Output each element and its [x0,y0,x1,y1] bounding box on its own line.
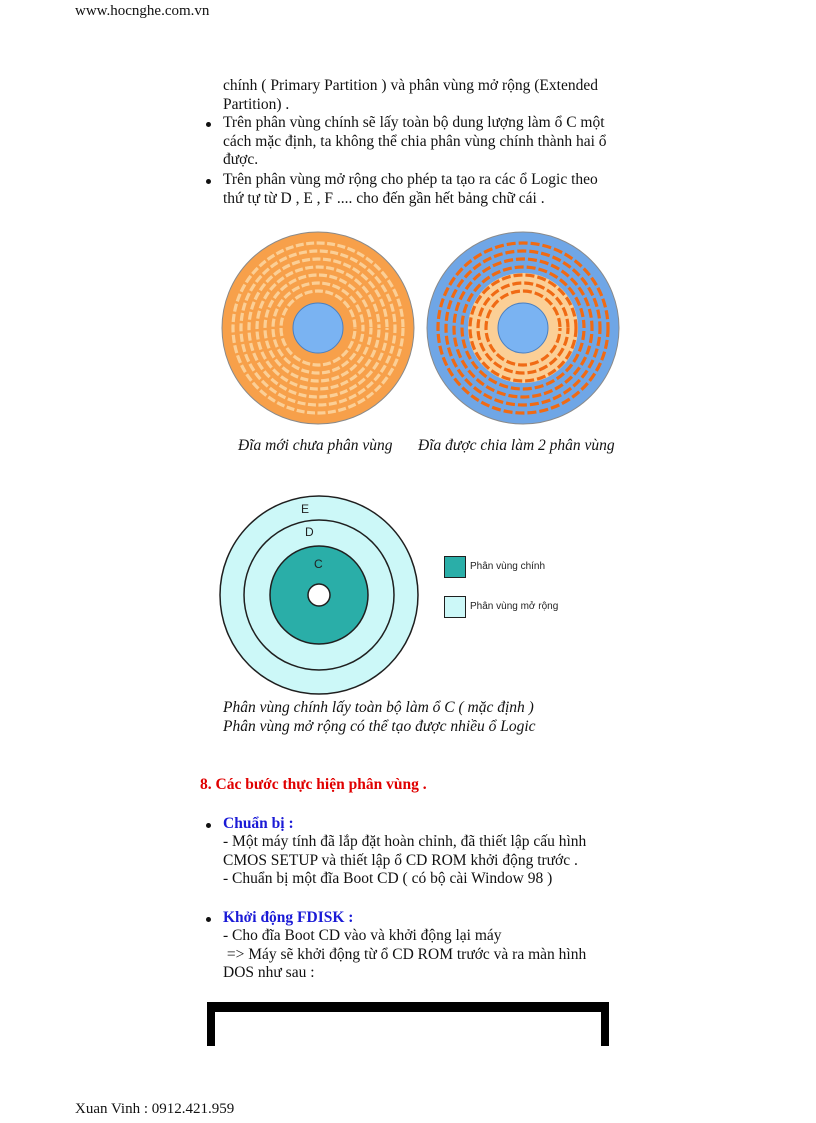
dos-frame-right [601,1002,609,1046]
label-c: C [314,557,323,571]
bullet-extended-partition [223,171,598,208]
bullet-boot-fdisk [223,909,586,983]
preparation-line: - Chuẩn bị một đĩa Boot CD ( có bộ cài Window 98 ) [223,870,553,887]
footer-contact: Xuan Vinh : 0912.421.959 [75,1101,235,1117]
intro-paragraph [223,77,598,114]
legend-swatch-extended [444,596,466,618]
bullet-primary-partition [223,114,607,170]
dos-frame-top [207,1002,609,1012]
boot-line: DOS như sau : [223,964,315,981]
bullet-line: cách mặc định, ta không thể chia phân vùng chính thành hai ổ [223,132,607,150]
bullet-dot [206,917,211,922]
label-e: E [301,502,310,516]
intro-line: Partition) . [223,95,290,113]
caption-unpartitioned: Đĩa mới chưa phân vùng [238,437,393,454]
disk-hub [498,303,548,353]
disk-two-partitions [427,232,619,424]
legend-label-primary: Phân vùng chính [470,561,546,572]
caption-partitioned: Đĩa được chia làm 2 phân vùng [418,437,615,454]
disk-unpartitioned [222,232,414,424]
dos-screen-frame [207,1002,609,1046]
disk-illustration [215,224,625,438]
bullet-line: Trên phân vùng chính sẽ lấy toàn bộ dung lượng làm ổ C một [223,114,605,131]
boot-title: Khởi động FDISK : [223,909,354,926]
header-url: www.hocnghe.com.vn [75,3,210,19]
partition-caption-line: Phân vùng chính lấy toàn bộ làm ổ C ( mặc định ) [223,699,534,716]
preparation-title: Chuẩn bị : [223,815,294,832]
bullet-line: thứ tự từ D , E , F .... cho đến gần hết bảng chữ cái . [223,189,545,207]
section-8-title: 8. Các bước thực hiện phân vùng . [200,776,427,793]
bullet-line: được. [223,151,259,168]
bullet-dot [206,179,211,184]
preparation-line: - Một máy tính đã lắp đặt hoàn chỉnh, đã thiết lập cấu hình [223,833,587,850]
label-d: D [305,525,314,539]
bullet-preparation [223,815,586,889]
center-hole [308,584,330,606]
preparation-line: CMOS SETUP và thiết lập ổ CD ROM khởi động trước . [223,851,578,869]
partition-caption-line: Phân vùng mở rộng có thể tạo được nhiều ổ Logic [223,718,536,735]
dos-frame-left [207,1002,215,1046]
bullet-dot [206,122,211,127]
intro-line: chính ( Primary Partition ) và phân vùng mở rộng (Extended [223,77,598,94]
boot-line: - Cho đĩa Boot CD vào và khởi động lại máy [223,927,502,944]
legend-label-extended: Phân vùng mở rộng [470,601,559,612]
partition-diagram [219,490,419,698]
disk-hub [293,303,343,353]
legend-swatch-primary [444,556,466,578]
partition-caption [223,698,536,736]
bullet-dot [206,823,211,828]
boot-line: => Máy sẽ khởi động từ ổ CD ROM trước và ra màn hình [223,945,587,963]
bullet-line: Trên phân vùng mở rộng cho phép ta tạo ra các ổ Logic theo [223,171,598,188]
